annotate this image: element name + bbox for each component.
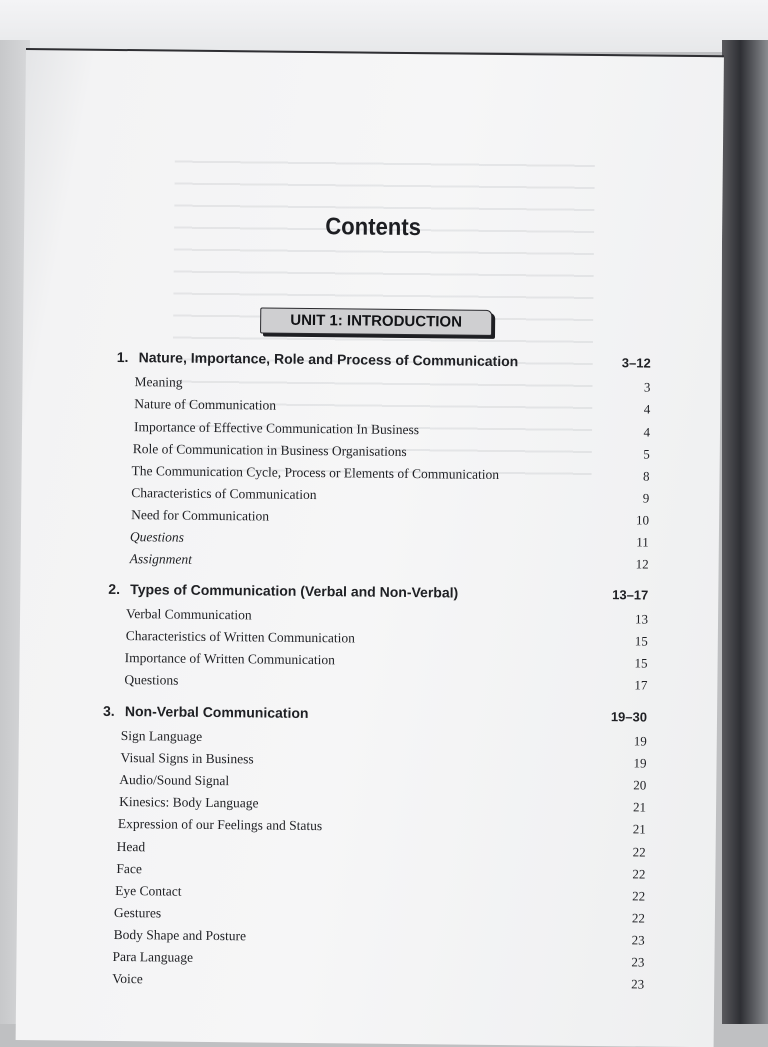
chapter-heading (108, 581, 648, 603)
toc-entry (115, 883, 645, 905)
toc-entry-page: 21 (633, 799, 647, 815)
toc-entry-label: Eye Contact (115, 882, 182, 899)
toc-entry (131, 463, 649, 484)
toc-entry-page: 21 (632, 821, 646, 837)
toc-entry-label: Need for Communication (131, 507, 270, 524)
toc-entry-page: 12 (635, 556, 649, 572)
toc-entry (112, 971, 644, 993)
toc-entry-page: 3 (643, 379, 651, 395)
toc-entry-label: Characteristics of Communication (131, 485, 317, 503)
toc-entry-page: 8 (642, 468, 650, 484)
toc-entry-label: Expression of our Feelings and Status (117, 816, 323, 834)
toc-entry-page: 22 (632, 844, 646, 860)
chapter-page-range: 13–17 (612, 587, 649, 603)
toc-entry-page: 10 (636, 512, 650, 528)
toc-entry-label: Role of Communication in Business Organisations (132, 441, 407, 460)
chapter-page-range: 3–12 (621, 355, 651, 371)
toc-entry-page: 23 (631, 954, 645, 970)
chapter-title (108, 581, 458, 601)
toc-entry-label: Importance of Written Communication (124, 650, 335, 668)
toc-entry-page: 4 (643, 401, 651, 417)
toc-entry-label: Head (116, 838, 146, 855)
toc-entry-label: Voice (112, 970, 143, 987)
chapter-heading (103, 703, 647, 725)
toc-entry-page: 17 (634, 677, 648, 693)
toc-entry (133, 441, 650, 462)
toc-entry-label: Nature of Communication (134, 396, 277, 413)
toc-entry-label: The Communication Cycle, Process or Elements of Communication (131, 463, 500, 482)
toc-entry (117, 839, 646, 861)
toc-entry-page: 11 (636, 534, 649, 550)
toc-entry (119, 794, 646, 816)
chapter-title-text: Nature, Importance, Role and Process of Communication (138, 349, 519, 370)
toc-entry (119, 772, 646, 794)
toc-entry (124, 672, 647, 693)
toc-entry (114, 927, 645, 949)
toc-entry (134, 419, 650, 440)
toc-entry (126, 628, 648, 649)
toc-entry-page: 9 (642, 490, 650, 506)
toc-entry-label: Importance of Effective Communication In Business (133, 419, 420, 438)
toc-entry (121, 728, 647, 750)
toc-entry-page: 4 (643, 424, 651, 440)
toc-entry-label: Face (116, 860, 142, 877)
toc-entry-page: 23 (631, 976, 645, 992)
toc-entry-page: 19 (633, 755, 647, 771)
chapter-heading (117, 349, 651, 371)
toc-entry (134, 396, 650, 417)
toc-entry-label: Gestures (113, 904, 162, 921)
toc-entry (118, 816, 646, 838)
toc-entry-label: Body Shape and Posture (113, 926, 247, 944)
page-title: Contents (325, 213, 422, 242)
toc-entry-page: 15 (634, 655, 648, 671)
toc-entry (134, 374, 650, 395)
toc-entry-label: Meaning (134, 374, 183, 390)
toc-entry (120, 750, 646, 772)
chapter-title-text: Non-Verbal Communication (124, 703, 309, 721)
unit-heading: UNIT 1: INTRODUCTION (260, 307, 492, 335)
toc-entry-label: Para Language (112, 948, 194, 965)
toc-entry (130, 529, 649, 550)
toc-entry (125, 650, 648, 671)
toc-entry (114, 905, 645, 927)
toc-entry-label: Characteristics of Written Communication (125, 628, 355, 646)
toc-entry-label: Audio/Sound Signal (119, 772, 230, 789)
toc-entry (126, 606, 648, 627)
toc-entry-label: Kinesics: Body Language (119, 794, 259, 811)
toc-entry-label: Visual Signs in Business (120, 750, 254, 767)
chapter-title (103, 703, 309, 721)
chapter-number: 2. (108, 580, 121, 598)
toc-entry-page: 19 (633, 733, 647, 749)
chapter-number: 1. (116, 348, 129, 366)
toc-entry-page: 5 (643, 446, 650, 462)
toc-entry (116, 861, 645, 883)
toc-entry (131, 485, 649, 506)
toc-entry-page: 22 (632, 866, 646, 882)
toc-entry-label: Questions (124, 672, 179, 688)
toc-entry-page: 20 (633, 777, 647, 793)
toc-entry (130, 551, 649, 572)
chapter-title (117, 349, 519, 369)
toc-entry-label: Verbal Communication (126, 606, 252, 623)
toc-entry-page: 22 (632, 888, 646, 904)
toc-entry (131, 507, 649, 528)
chapter-page-range: 19–30 (610, 709, 648, 725)
toc-entry-page: 23 (631, 932, 645, 948)
toc-entry-label: Questions (129, 529, 184, 545)
contents-page (16, 48, 724, 1047)
chapter-number: 3. (102, 702, 115, 719)
toc-entry-page: 13 (634, 611, 649, 627)
toc-entry (112, 949, 644, 971)
chapter-title-text: Types of Communication (Verbal and Non-Verbal) (130, 581, 459, 601)
toc-entry-label: Sign Language (120, 728, 203, 744)
toc-entry-label: Assignment (129, 551, 192, 567)
background-top (0, 0, 768, 52)
toc-entry-page: 15 (634, 633, 648, 649)
toc-entry-page: 22 (631, 910, 646, 926)
book-spine-edge (722, 40, 768, 1024)
